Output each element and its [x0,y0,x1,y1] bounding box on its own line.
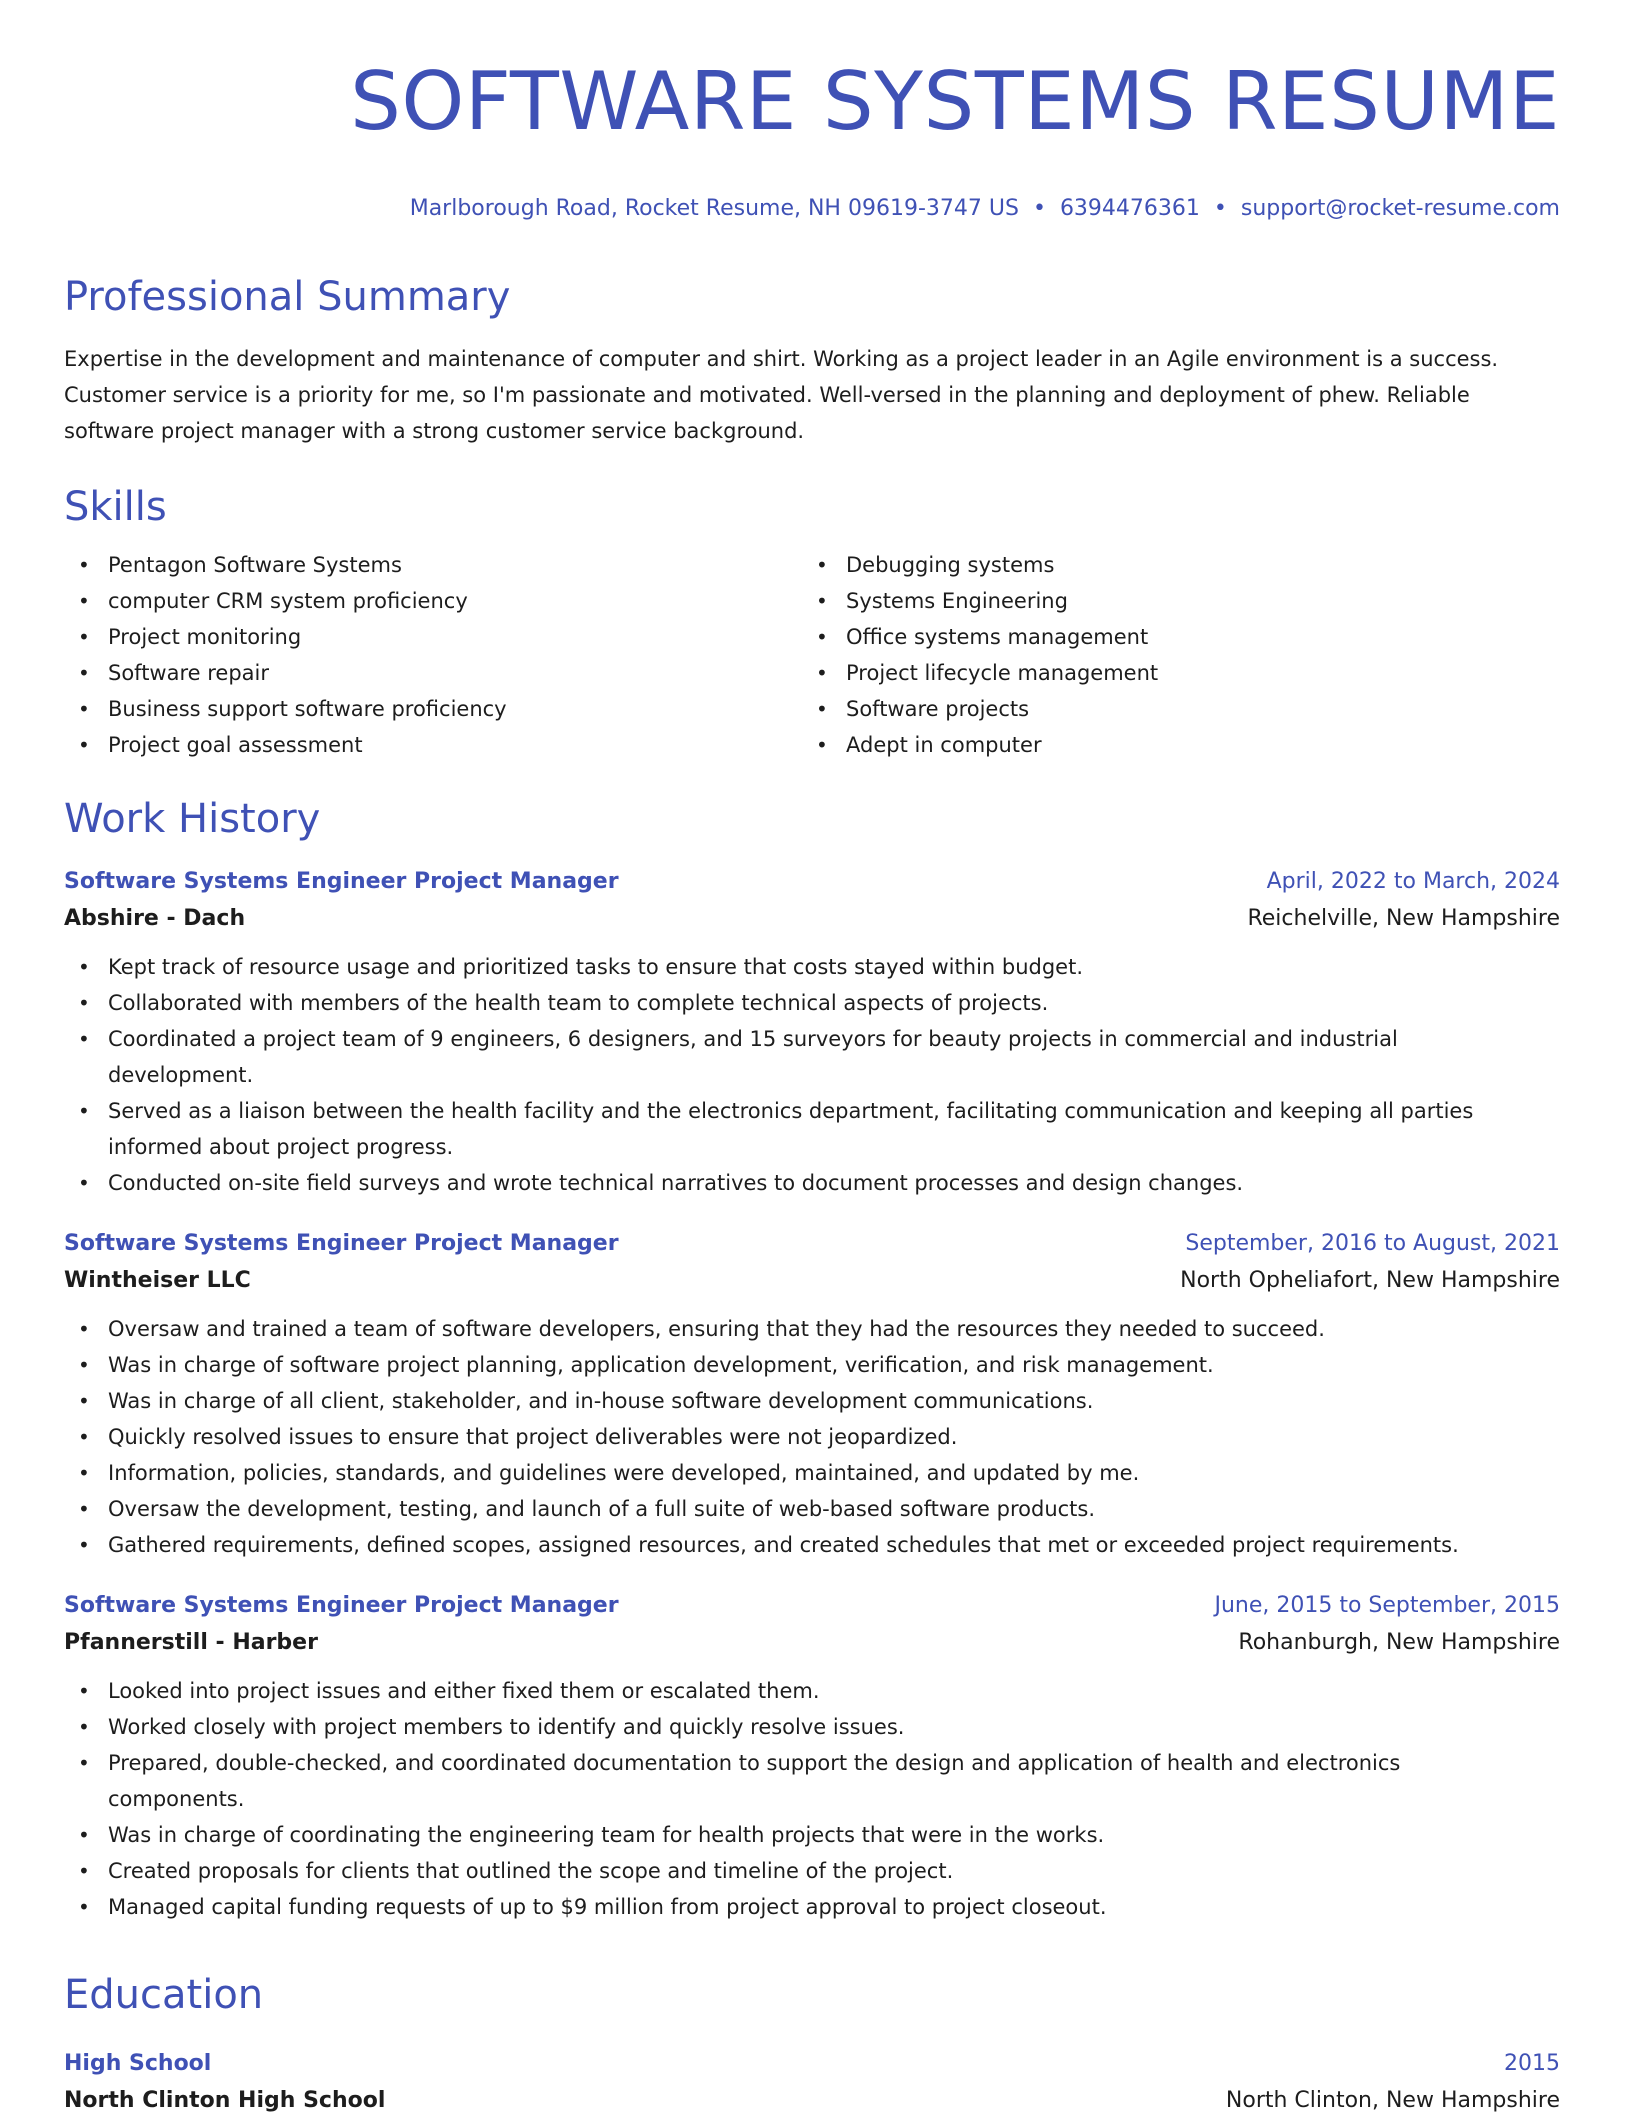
education-school-row [64,2088,1560,2113]
job-role: Software Systems Engineer Project Manager [64,1230,619,1256]
job-bullet: • Was in charge of coordinating the engineering team for health projects that were in the works. [64,1817,1560,1853]
job-bullet: • Created proposals for clients that outlined the scope and timeline of the project. [64,1853,1560,1889]
job-dates: June, 2015 to September, 2015 [1214,1592,1560,1618]
job-bullets [64,1673,1560,1925]
skills-list-right [802,547,1540,763]
job-bullet: • Kept track of resource usage and prioritized tasks to ensure that costs stayed within budget. [64,949,1560,985]
job-bullet: • Served as a liaison between the health facility and the electronics department, facilitating communication and keeping all parties informed about project progress. [64,1093,1560,1165]
job-company-row [64,1630,1560,1655]
job-bullets [64,949,1560,1201]
job-bullet: • Quickly resolved issues to ensure that project deliverables were not jeopardized. [64,1419,1560,1455]
job-company: Abshire - Dach [64,905,246,931]
skill-item: • Debugging systems [802,547,1540,583]
skill-item: • Office systems management [802,619,1540,655]
job-company-row [64,1268,1560,1293]
skill-item: • Adept in computer [802,727,1540,763]
job-bullets [64,1311,1560,1563]
skill-item: • Software repair [64,655,802,691]
job-bullet: • Looked into project issues and either fixed them or escalated them. [64,1673,1560,1709]
education-school: North Clinton High School [64,2087,386,2113]
job-bullet: • Prepared, double-checked, and coordinated documentation to support the design and application of health and electronics components. [64,1745,1560,1817]
job-header-row [64,869,1560,894]
contact-line [64,196,1560,221]
job-company: Pfannerstill - Harber [64,1629,318,1655]
education-year: 2015 [1504,2050,1560,2076]
job-location: Rohanburgh, New Hampshire [1238,1629,1560,1655]
job-header-row [64,1593,1560,1618]
work-history-heading: Work History [64,795,321,842]
job-bullet: • Was in charge of all client, stakeholder, and in-house software development communications. [64,1383,1560,1419]
skill-item: • Project monitoring [64,619,802,655]
resume-title: SOFTWARE SYSTEMS RESUME [350,55,1560,148]
summary-text: Expertise in the development and maintenance of computer and shirt. Working as a project leader in an Agile environment is a success. Customer service is a priority for me, so I'm passionate and motivated. Well-versed in the planning and deployment of phew. Reliable software project manager with a strong customer service background. [64,346,1499,443]
job-bullet: • Oversaw and trained a team of software developers, ensuring that they had the resources they needed to succeed. [64,1311,1560,1347]
skills-columns [64,547,1560,763]
separator-dot: • [1032,195,1046,221]
job-bullet: • Worked closely with project members to identify and quickly resolve issues. [64,1709,1560,1745]
summary-heading: Professional Summary [64,273,511,320]
education-header-row [64,2051,1560,2076]
education-entry [64,2051,1560,2113]
education-heading: Education [64,1971,264,2018]
job-bullet: • Information, policies, standards, and guidelines were developed, maintained, and updated by me. [64,1455,1560,1491]
skill-item: • Project lifecycle management [802,655,1540,691]
skills-list-left [64,547,802,763]
education-location: North Clinton, New Hampshire [1225,2087,1560,2113]
job-bullet: • Managed capital funding requests of up to $9 million from project approval to project closeout. [64,1889,1560,1925]
job-company-row [64,906,1560,931]
separator-dot: • [1213,195,1227,221]
skill-item: • Systems Engineering [802,583,1540,619]
resume-page [64,0,1560,2113]
skill-item: • Project goal assessment [64,727,802,763]
address-text: Marlborough Road, Rocket Resume, NH 09619-3747 US [409,195,1019,221]
job-dates: April, 2022 to March, 2024 [1266,868,1560,894]
job-entry [64,869,1560,1201]
job-dates: September, 2016 to August, 2021 [1185,1230,1560,1256]
job-entry [64,1593,1560,1925]
skill-item: • Business support software proficiency [64,691,802,727]
email-link[interactable]: support@rocket-resume.com [1240,195,1560,221]
job-location: North Opheliafort, New Hampshire [1180,1267,1560,1293]
job-bullet: • Collaborated with members of the health team to complete technical aspects of projects. [64,985,1560,1021]
skill-item: • Pentagon Software Systems [64,547,802,583]
skill-item: • Software projects [802,691,1540,727]
phone-text: 6394476361 [1059,195,1200,221]
job-role: Software Systems Engineer Project Manager [64,868,619,894]
job-bullet: • Oversaw the development, testing, and launch of a full suite of web-based software products. [64,1491,1560,1527]
job-entry [64,1231,1560,1563]
job-bullet: • Coordinated a project team of 9 engineers, 6 designers, and 15 surveyors for beauty projects in commercial and industrial development. [64,1021,1560,1093]
job-location: Reichelville, New Hampshire [1247,905,1560,931]
job-bullet: • Gathered requirements, defined scopes, assigned resources, and created schedules that met or exceeded project requirements. [64,1527,1560,1563]
skill-item: • computer CRM system proficiency [64,583,802,619]
job-company: Wintheiser LLC [64,1267,251,1293]
job-bullet: • Was in charge of software project planning, application development, verification, and risk management. [64,1347,1560,1383]
job-bullet: • Conducted on-site field surveys and wrote technical narratives to document processes and design changes. [64,1165,1560,1201]
skills-heading: Skills [64,483,167,530]
job-role: Software Systems Engineer Project Manager [64,1592,619,1618]
job-header-row [64,1231,1560,1256]
education-degree: High School [64,2050,212,2076]
